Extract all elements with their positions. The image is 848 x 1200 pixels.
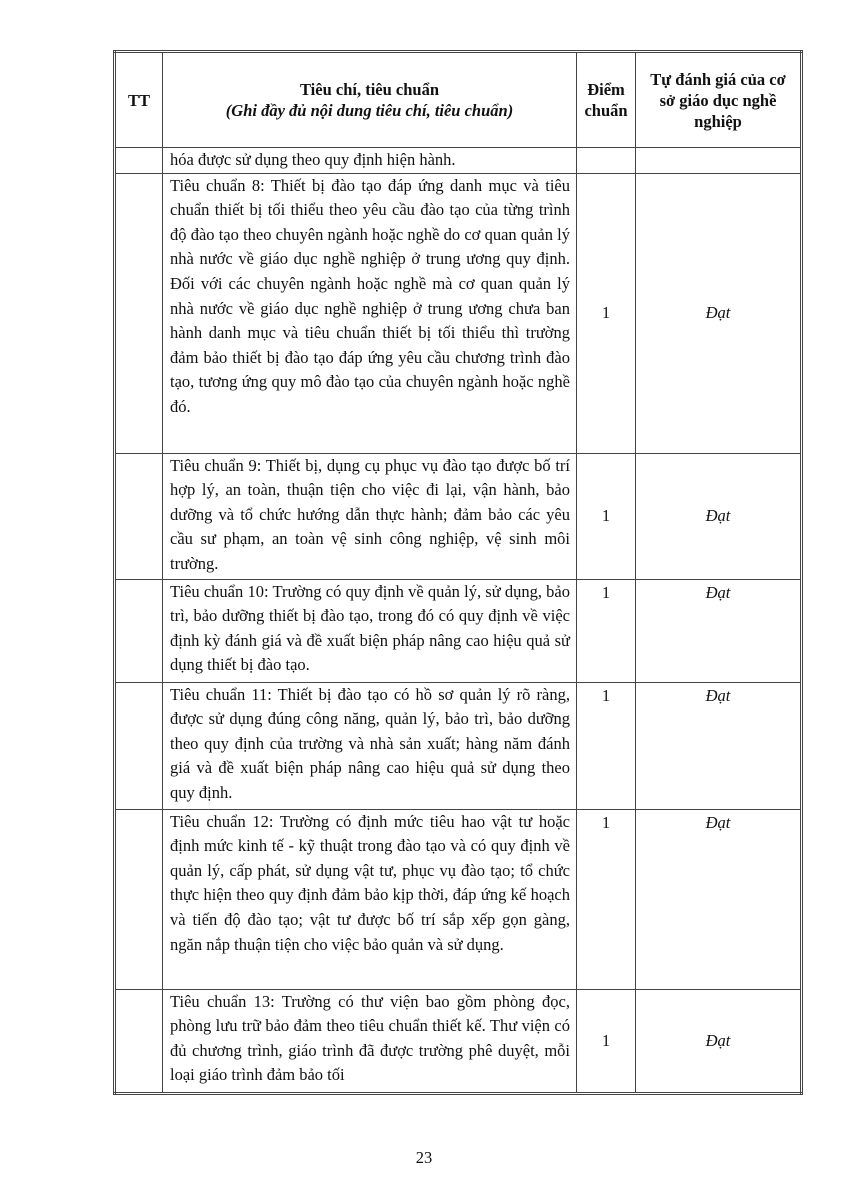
header-score: Điểm chuẩn [577, 52, 636, 148]
row-criteria-text [163, 809, 577, 989]
row-criteria-text [163, 173, 577, 453]
row-criteria-text [163, 682, 577, 809]
page-number: 23 [415, 1148, 433, 1167]
table-row [115, 809, 802, 989]
row-score: 1 [577, 579, 636, 682]
table-row [115, 682, 802, 809]
table-row [115, 173, 802, 453]
row-score: 1 [577, 682, 636, 809]
row-tt [115, 148, 163, 174]
row-score [577, 148, 636, 174]
row-tt [115, 453, 163, 579]
criteria-text: Tiêu chuẩn 10: Trường có quy định về quản lý, sử dụng, bảo trì, bảo dưỡng thiết bị đào tạo, trong đó có quy định về việc định kỳ đánh giá và đề xuất biện pháp nâng cao hiệu quả sử dụng thiết bị đào tạo. [170, 581, 570, 675]
row-result: Đạt [636, 809, 802, 989]
criteria-text: Tiêu chuẩn 8: Thiết bị đào tạo đáp ứng danh mục và tiêu chuẩn thiết bị tối thiểu theo yêu cầu đào tạo của từng trình độ đào tạo theo chuyên ngành hoặc nghề do cơ quan quản lý nhà nước về giáo dục nghề nghiệp ở trung ương quy định. Đối với các chuyên ngành hoặc nghề mà cơ quan quản lý nhà nước về giáo dục nghề nghiệp ở trung ương chưa ban hành danh mục và tiêu chuẩn thiết bị tối thiểu thì trường đảm bảo thiết bị đào tạo đáp ứng yêu cầu chương trình đào tạo, tương ứng quy mô đào tạo của chuyên ngành hoặc nghề đó. [170, 175, 570, 416]
header-criteria-subtitle: (Ghi đầy đủ nội dung tiêu chí, tiêu chuẩn) [225, 101, 514, 120]
row-criteria-text [163, 148, 577, 174]
criteria-text: Tiêu chuẩn 9: Thiết bị, dụng cụ phục vụ đào tạo được bố trí hợp lý, an toàn, thuận tiện cho việc đi lại, vận hành, bảo dưỡng và tổ chức hướng dẫn thực hành; đảm bảo các yêu cầu sư phạm, an toàn vệ sinh công nghiệp, vệ sinh môi trường. [170, 455, 570, 573]
row-score: 1 [577, 453, 636, 579]
row-tt [115, 682, 163, 809]
header-criteria-title: Tiêu chí, tiêu chuẩn [299, 80, 440, 99]
table-header-row [115, 52, 802, 148]
criteria-text: Tiêu chuẩn 12: Trường có định mức tiêu hao vật tư hoặc định mức kinh tế - kỹ thuật trong đào tạo và có quy định về quản lý, cấp phát, sử dụng vật tư, phục vụ đào tạo; tổ chức thực hiện theo quy định đảm bảo kịp thời, đáp ứng kế hoạch và tiến độ đào tạo; vật tư được bố trí sắp xếp gọn gàng, ngăn nắp thuận tiện cho việc bảo quản và sử dụng. [170, 811, 570, 954]
table-row [115, 989, 802, 1093]
row-score: 1 [577, 809, 636, 989]
row-result: Đạt [636, 173, 802, 453]
header-self-assessment: Tự đánh giá của cơ sở giáo dục nghề nghiệp [636, 52, 802, 148]
criteria-text: Tiêu chuẩn 13: Trường có thư viện bao gồm phòng đọc, phòng lưu trữ bảo đảm theo tiêu chuẩn thiết kế. Thư viện có đủ chương trình, giáo trình đã được trường phê duyệt, mỗi loại giáo trình đảm bảo tối [170, 991, 570, 1085]
row-criteria-text [163, 579, 577, 682]
criteria-text: hóa được sử dụng theo quy định hiện hành. [170, 150, 456, 169]
row-tt [115, 579, 163, 682]
row-tt [115, 809, 163, 989]
row-tt [115, 989, 163, 1093]
row-result: Đạt [636, 989, 802, 1093]
row-result: Đạt [636, 453, 802, 579]
header-criteria [163, 52, 577, 148]
criteria-table [113, 50, 803, 1095]
header-tt: TT [115, 52, 163, 148]
row-result [636, 148, 802, 174]
row-criteria-text [163, 989, 577, 1093]
row-score: 1 [577, 989, 636, 1093]
table-row [115, 148, 802, 174]
row-tt [115, 173, 163, 453]
row-result: Đạt [636, 682, 802, 809]
row-result: Đạt [636, 579, 802, 682]
row-score: 1 [577, 173, 636, 453]
criteria-text: Tiêu chuẩn 11: Thiết bị đào tạo có hồ sơ quản lý rõ ràng, được sử dụng đúng công năng, quản lý, bảo trì, bảo dưỡng theo quy định của trường và nhà sản xuất; hàng năm đánh giá và đề xuất biện pháp nâng cao hiệu quả sử dụng theo quy định. [170, 684, 570, 802]
row-criteria-text [163, 453, 577, 579]
table-row [115, 579, 802, 682]
table-row [115, 453, 802, 579]
